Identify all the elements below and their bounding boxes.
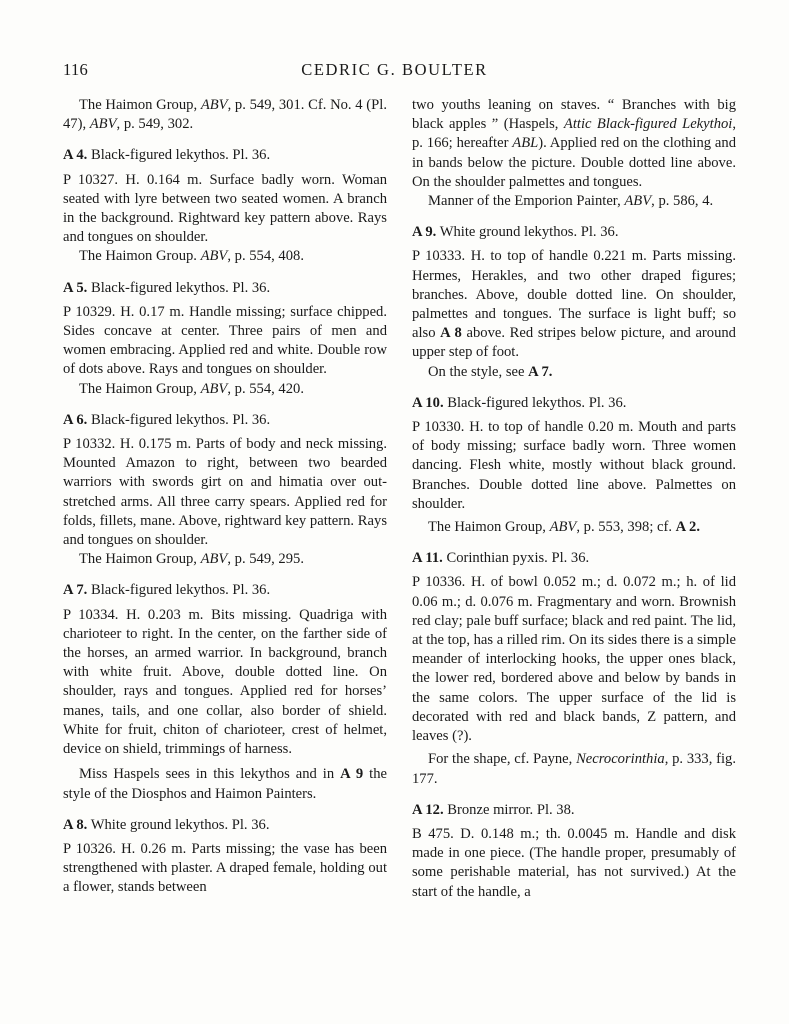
entry-body-a4: P 10327. H. 0.164 m. Surface badly worn. Woman seated with lyre between two seated women. A branch in the background. Rightward key pattern above. Rays and tongues on shoulder.: [63, 171, 387, 246]
entry-title: White ground lekythos. Pl. 36.: [436, 224, 619, 241]
book-title: Necrocorinthia: [576, 751, 665, 768]
page-number: 116: [63, 60, 89, 79]
entry-title: Black-figured lekythos. Pl. 36.: [87, 411, 271, 428]
abv-abbrev: ABV: [624, 193, 652, 210]
text: The Haimon Group,: [79, 97, 201, 113]
entry-body-a11: P 10336. H. of bowl 0.052 m.; d. 0.072 m.; h. of lid 0.06 m.; d. 0.076 m. Fragmentary and worn. Brownish red clay; pale buff surface; black and red paint. The lid, at the top, has a rilled rim. On its sides there is a simple meander of interlocking hooks, the upper ones black, the lower red, bordered above and below by bands in the same colors. The upper surface of the lid is decorated with red and black bands, Z pattern, and leaves (?).: [412, 574, 736, 745]
entry-heading-a7: [63, 581, 387, 600]
entry-number: A 11.: [412, 550, 443, 567]
abv-abbrev: ABV: [89, 116, 117, 133]
text: the style of the Diosphos and Haimon Painters.: [63, 766, 387, 802]
abv-abbrev: ABV: [200, 248, 228, 265]
entry-ref-a6: [63, 550, 387, 569]
entry-ref-a9: [412, 363, 736, 382]
entry-title: Black-figured lekythos. Pl. 36.: [443, 394, 627, 411]
entry-title: Corinthian pyxis. Pl. 36.: [442, 550, 590, 567]
text: , p. 166; hereafter: [412, 116, 736, 152]
entry-number: A 9.: [412, 224, 437, 241]
entry-title: Black-figured lekythos. Pl. 36.: [87, 582, 271, 599]
entry-number: A 6.: [63, 411, 88, 428]
abv-abbrev: ABV: [200, 97, 228, 113]
entry-heading-a10: [412, 394, 736, 413]
entry-number: A 8.: [63, 816, 88, 833]
entry-body-a5: P 10329. H. 0.17 m. Handle missing; surface chipped. Sides concave at center. Three pairs of men and women embracing. Applied red and white. Double row of dots above. Rays and tongues on shoulder.: [63, 303, 387, 378]
text: two youths leaning on staves. “ Branches with big black apples ” (Haspels,: [412, 97, 736, 133]
text: , p. 549, 301. Cf. No. 4 (Pl. 47),: [63, 97, 387, 133]
text: , p. 549, 302.: [116, 116, 194, 133]
entry-heading-a11: [412, 549, 736, 568]
entry-ref-a8: [412, 192, 736, 211]
entry-body-a8-continued: [412, 96, 736, 192]
text: Miss Haspels sees in this lekythos and in: [79, 766, 341, 783]
left-column: [63, 96, 387, 898]
intro-paragraph: [63, 96, 387, 134]
entry-number: A 5.: [63, 279, 88, 296]
text: For the shape, cf. Payne,: [428, 751, 577, 768]
entry-heading-a9: [412, 223, 736, 242]
abv-abbrev: ABV: [549, 519, 577, 536]
entry-title: White ground lekythos. Pl. 36.: [87, 816, 270, 833]
entry-crossref: A 8: [440, 325, 462, 342]
text: , p. 554, 420.: [227, 380, 304, 397]
text: above. Red stripes below picture, and around upper step of foot.: [412, 325, 736, 361]
entry-number: A 7.: [63, 582, 88, 599]
text: Manner of the Emporion Painter,: [428, 193, 625, 210]
entry-body-a8: P 10326. H. 0.26 m. Parts missing; the vase has been strengthened with plaster. A draped female, holding out a flower, stands between: [63, 840, 387, 896]
entry-ref-a5: [63, 380, 387, 399]
text: , p. 553, 398; cf.: [576, 519, 676, 536]
entry-body-a7: P 10334. H. 0.203 m. Bits missing. Quadriga with charioteer to right. In the center, on the farther side of the horses, an armed warrior. In background, branch with white fruit. Above, double dotted line. On shoulder, rays and tongues. Applied red for horses’ manes, tails, and one collar, also border of shield. White for fruit, chiton of charioteer, crest of helmet, device on shield, trimmings of harness.: [63, 606, 387, 758]
entry-heading-a4: [63, 146, 387, 165]
entry-heading-a12: [412, 801, 736, 820]
entry-body-a6: P 10332. H. 0.175 m. Parts of body and neck missing. Mounted Amazon to right, between two bearded warriors with swords girt on and himatia over out-stretched arms. All three carry spears. Applied red for folds, fillets, mane. Above, rightward key pattern. Rays and tongues on shoulder.: [63, 436, 387, 549]
text: The Haimon Group.: [79, 248, 201, 265]
text: The Haimon Group,: [428, 519, 550, 536]
text: On the style, see: [428, 363, 529, 380]
entry-crossref: A 9: [340, 766, 364, 783]
entry-title: Black-figured lekythos. Pl. 36.: [87, 147, 271, 164]
entry-body-a9: [412, 247, 736, 362]
entry-title: Black-figured lekythos. Pl. 36.: [87, 279, 271, 296]
text: The Haimon Group,: [79, 380, 201, 397]
text: , p. 586, 4.: [651, 193, 714, 210]
entry-ref-a10: [412, 518, 736, 537]
entry-title: Bronze mirror. Pl. 38.: [443, 801, 575, 818]
book-title: Attic Black-figured Lekythoi: [563, 116, 733, 133]
entry-ref-a11: [412, 750, 736, 788]
abl-abbrev: ABL: [512, 135, 539, 152]
entry-heading-a8: [63, 816, 387, 835]
entry-crossref: A 7.: [528, 363, 553, 380]
text: , p. 554, 408.: [227, 248, 304, 265]
abv-abbrev: ABV: [200, 551, 228, 568]
text: P 10333. H. to top of handle 0.221 m. Parts missing. Hermes, Herakles, and two other draped figures; branches. Above, double dotted line. On shoulder, palmettes and tongues. The surface is light buff; so also: [412, 248, 736, 342]
entry-body-a10: P 10330. H. to top of handle 0.20 m. Mouth and parts of body missing; surface badly worn. Three women dancing. Flesh white, mostly without black ground. Branches. Double dotted line above. Palmettes on shoulder.: [412, 419, 736, 512]
entry-number: A 10.: [412, 394, 444, 411]
entry-crossref: A 2.: [675, 519, 700, 536]
text: ). Applied red on the clothing and in bands below the picture. Double dotted line above. On the shoulder palmettes and tongues.: [412, 135, 736, 190]
entry-body-a12: B 475. D. 0.148 m.; th. 0.0045 m. Handle and disk made in one piece. (The handle proper, presumably of some perishable material, has not survived.) At the start of the handle, a: [412, 825, 736, 900]
entry-note-a7: [63, 765, 387, 803]
text: The Haimon Group,: [79, 551, 201, 568]
text: , p. 549, 295.: [227, 551, 304, 568]
entry-number: A 12.: [412, 801, 444, 818]
text: , p. 333, fig. 177.: [412, 751, 736, 787]
entry-ref-a4: [63, 247, 387, 266]
running-head: CEDRIC G. BOULTER: [301, 60, 488, 79]
entry-heading-a6: [63, 411, 387, 430]
entry-heading-a5: [63, 279, 387, 298]
abv-abbrev: ABV: [200, 380, 228, 397]
right-column: [412, 96, 736, 902]
entry-number: A 4.: [63, 147, 88, 164]
